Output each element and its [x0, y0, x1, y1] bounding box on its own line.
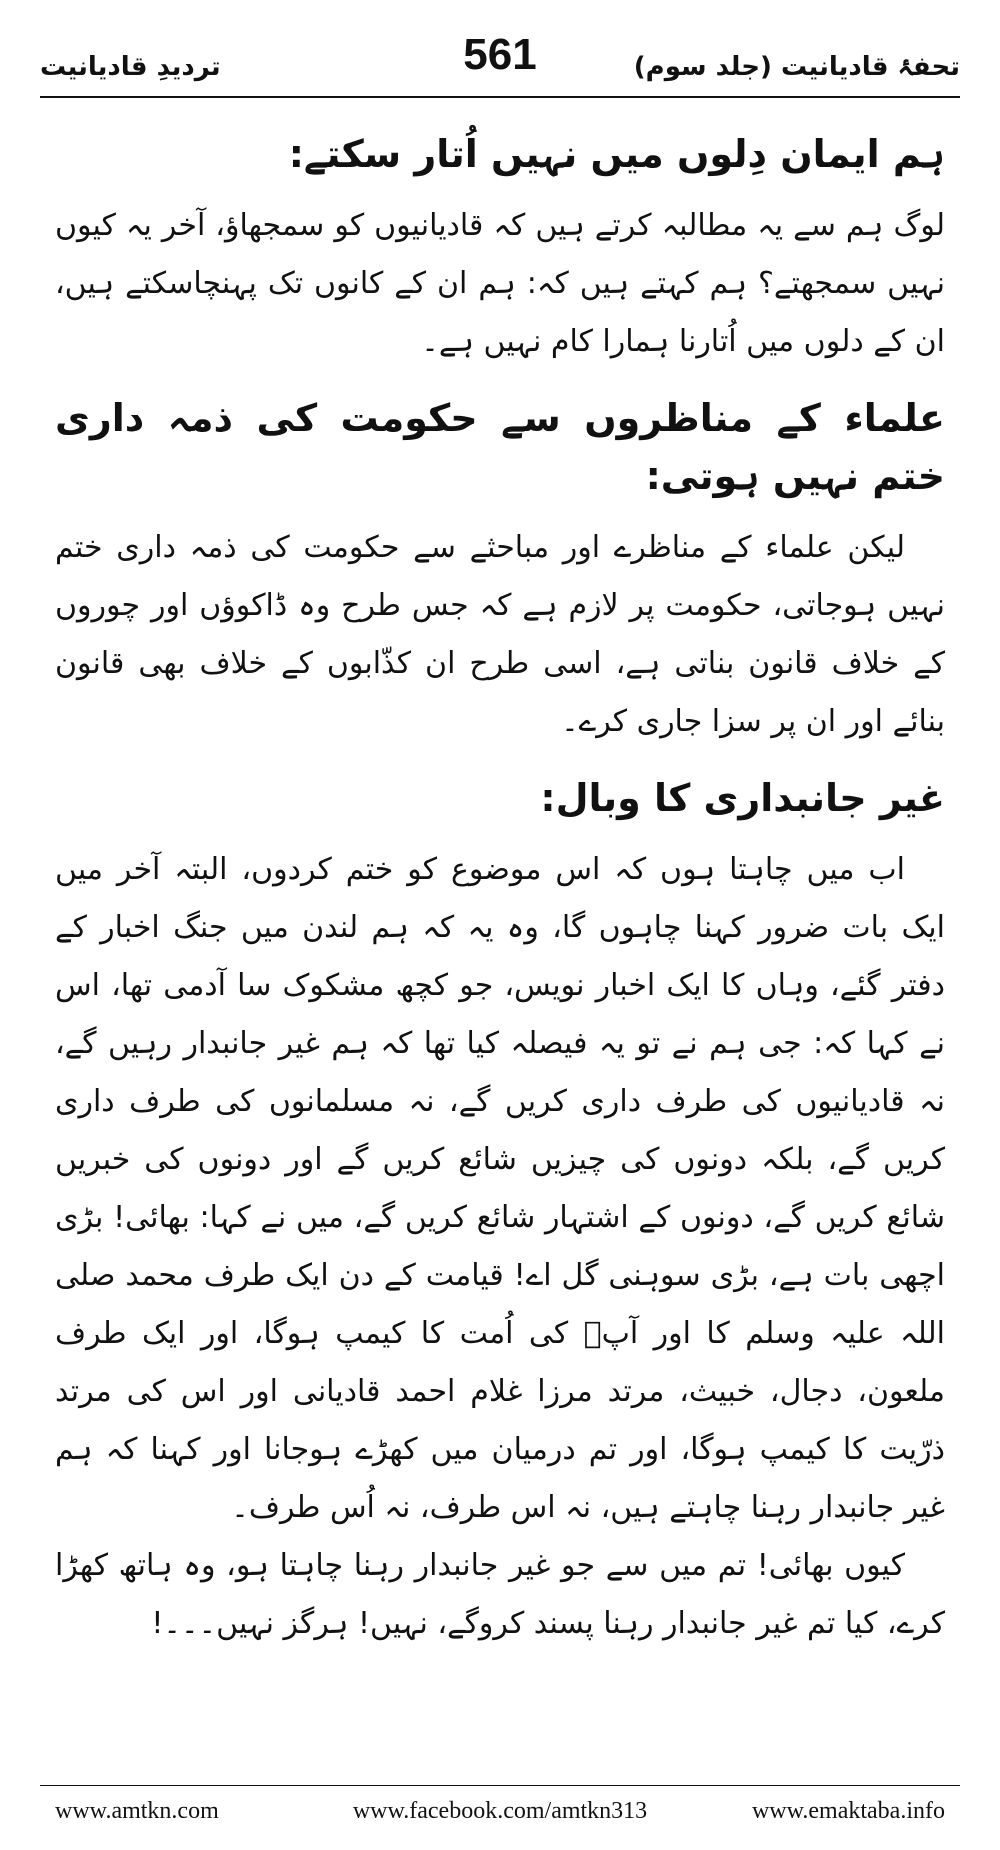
- footer-divider: [40, 1785, 960, 1786]
- section-heading: ہم ایمان دِلوں میں نہیں اُتار سکتے:: [288, 132, 945, 176]
- footer-link-emaktaba[interactable]: www.emaktaba.info: [751, 1798, 945, 1824]
- section-heading: غیر جانبداری کا وبال:: [540, 776, 945, 820]
- paragraph: لوگ ہم سے یہ مطالبہ کرتے ہیں کہ قادیانیوں کو سمجھاؤ، آخر یہ کیوں نہیں سمجھتے؟ ہم کہتے ہیں کہ: ہم ان کے کانوں تک پہنچاسکتے ہیں، ان کے دلوں میں اُتارنا ہمارا کام نہیں ہے۔: [55, 208, 945, 359]
- page-header: [40, 30, 960, 100]
- footer-link-amtkn[interactable]: www.amtkn.com: [55, 1798, 219, 1824]
- header-right-title: تحفۂ قادیانیت (جلد سوم): [633, 52, 960, 82]
- header-divider: [40, 96, 960, 98]
- page-footer: [55, 1798, 945, 1834]
- page-content: [55, 125, 945, 1653]
- footer-link-facebook[interactable]: www.facebook.com/amtkn313: [352, 1798, 648, 1824]
- paragraph: کیوں بھائی! تم میں سے جو غیر جانبدار رہنا چاہتا ہو، وہ ہاتھ کھڑا کرے، کیا تم غیر جانبدار رہنا پسند کروگے، نہیں! ہرگز نہیں۔۔۔!: [55, 1548, 945, 1641]
- header-left-title: تردیدِ قادیانیت: [40, 52, 221, 82]
- page-number: 561: [463, 30, 537, 79]
- section-heading: علماء کے مناظروں سے حکومت کی ذمہ داری ختم نہیں ہوتی:: [55, 396, 945, 498]
- paragraph: لیکن علماء کے مناظرے اور مباحثے سے حکومت کی ذمہ داری ختم نہیں ہوجاتی، حکومت پر لازم ہے کہ جس طرح وہ ڈاکوؤں اور چوروں کے خلاف قانون بناتی ہے، اسی طرح ان کذّابوں کے خلاف بھی قانون بنائے اور ان پر سزا جاری کرے۔: [55, 530, 945, 739]
- paragraph: اب میں چاہتا ہوں کہ اس موضوع کو ختم کردوں، البتہ آخر میں ایک بات ضرور کہنا چاہوں گا، وہ یہ کہ ہم لندن میں جنگ اخبار کے دفتر گئے، وہاں کا ایک اخبار نویس، جو کچھ مشکوک سا آدمی تھا، اس نے کہا کہ: جی ہم نے تو یہ فیصلہ کیا تھا کہ ہم غیر جانبدار رہیں گے، نہ قادیانیوں کی طرف داری کریں گے، نہ مسلمانوں کی طرف داری کریں گے، بلکہ دونوں کی چیزیں شائع کریں گے اور دونوں کی خبریں شائع کریں گے، دونوں کے اشتہار شائع کریں گے، میں نے کہا: بھائی! بڑی اچھی بات ہے، بڑی سوہنی گل اے! قیامت کے دن ایک طرف محمد صلی اللہ علیہ وسلم کا اور آپؐ کی اُمت کا کیمپ ہوگا، اور ایک طرف ملعون، دجال، خبیث، مرتد مرزا غلام احمد قادیانی اور اس کی مرتد ذرّیت کا کیمپ ہوگا، اور تم درمیان میں کھڑے ہوجانا اور کہنا کہ ہم غیر جانبدار رہنا چاہتے ہیں، نہ اس طرف، نہ اُس طرف۔: [55, 852, 945, 1525]
